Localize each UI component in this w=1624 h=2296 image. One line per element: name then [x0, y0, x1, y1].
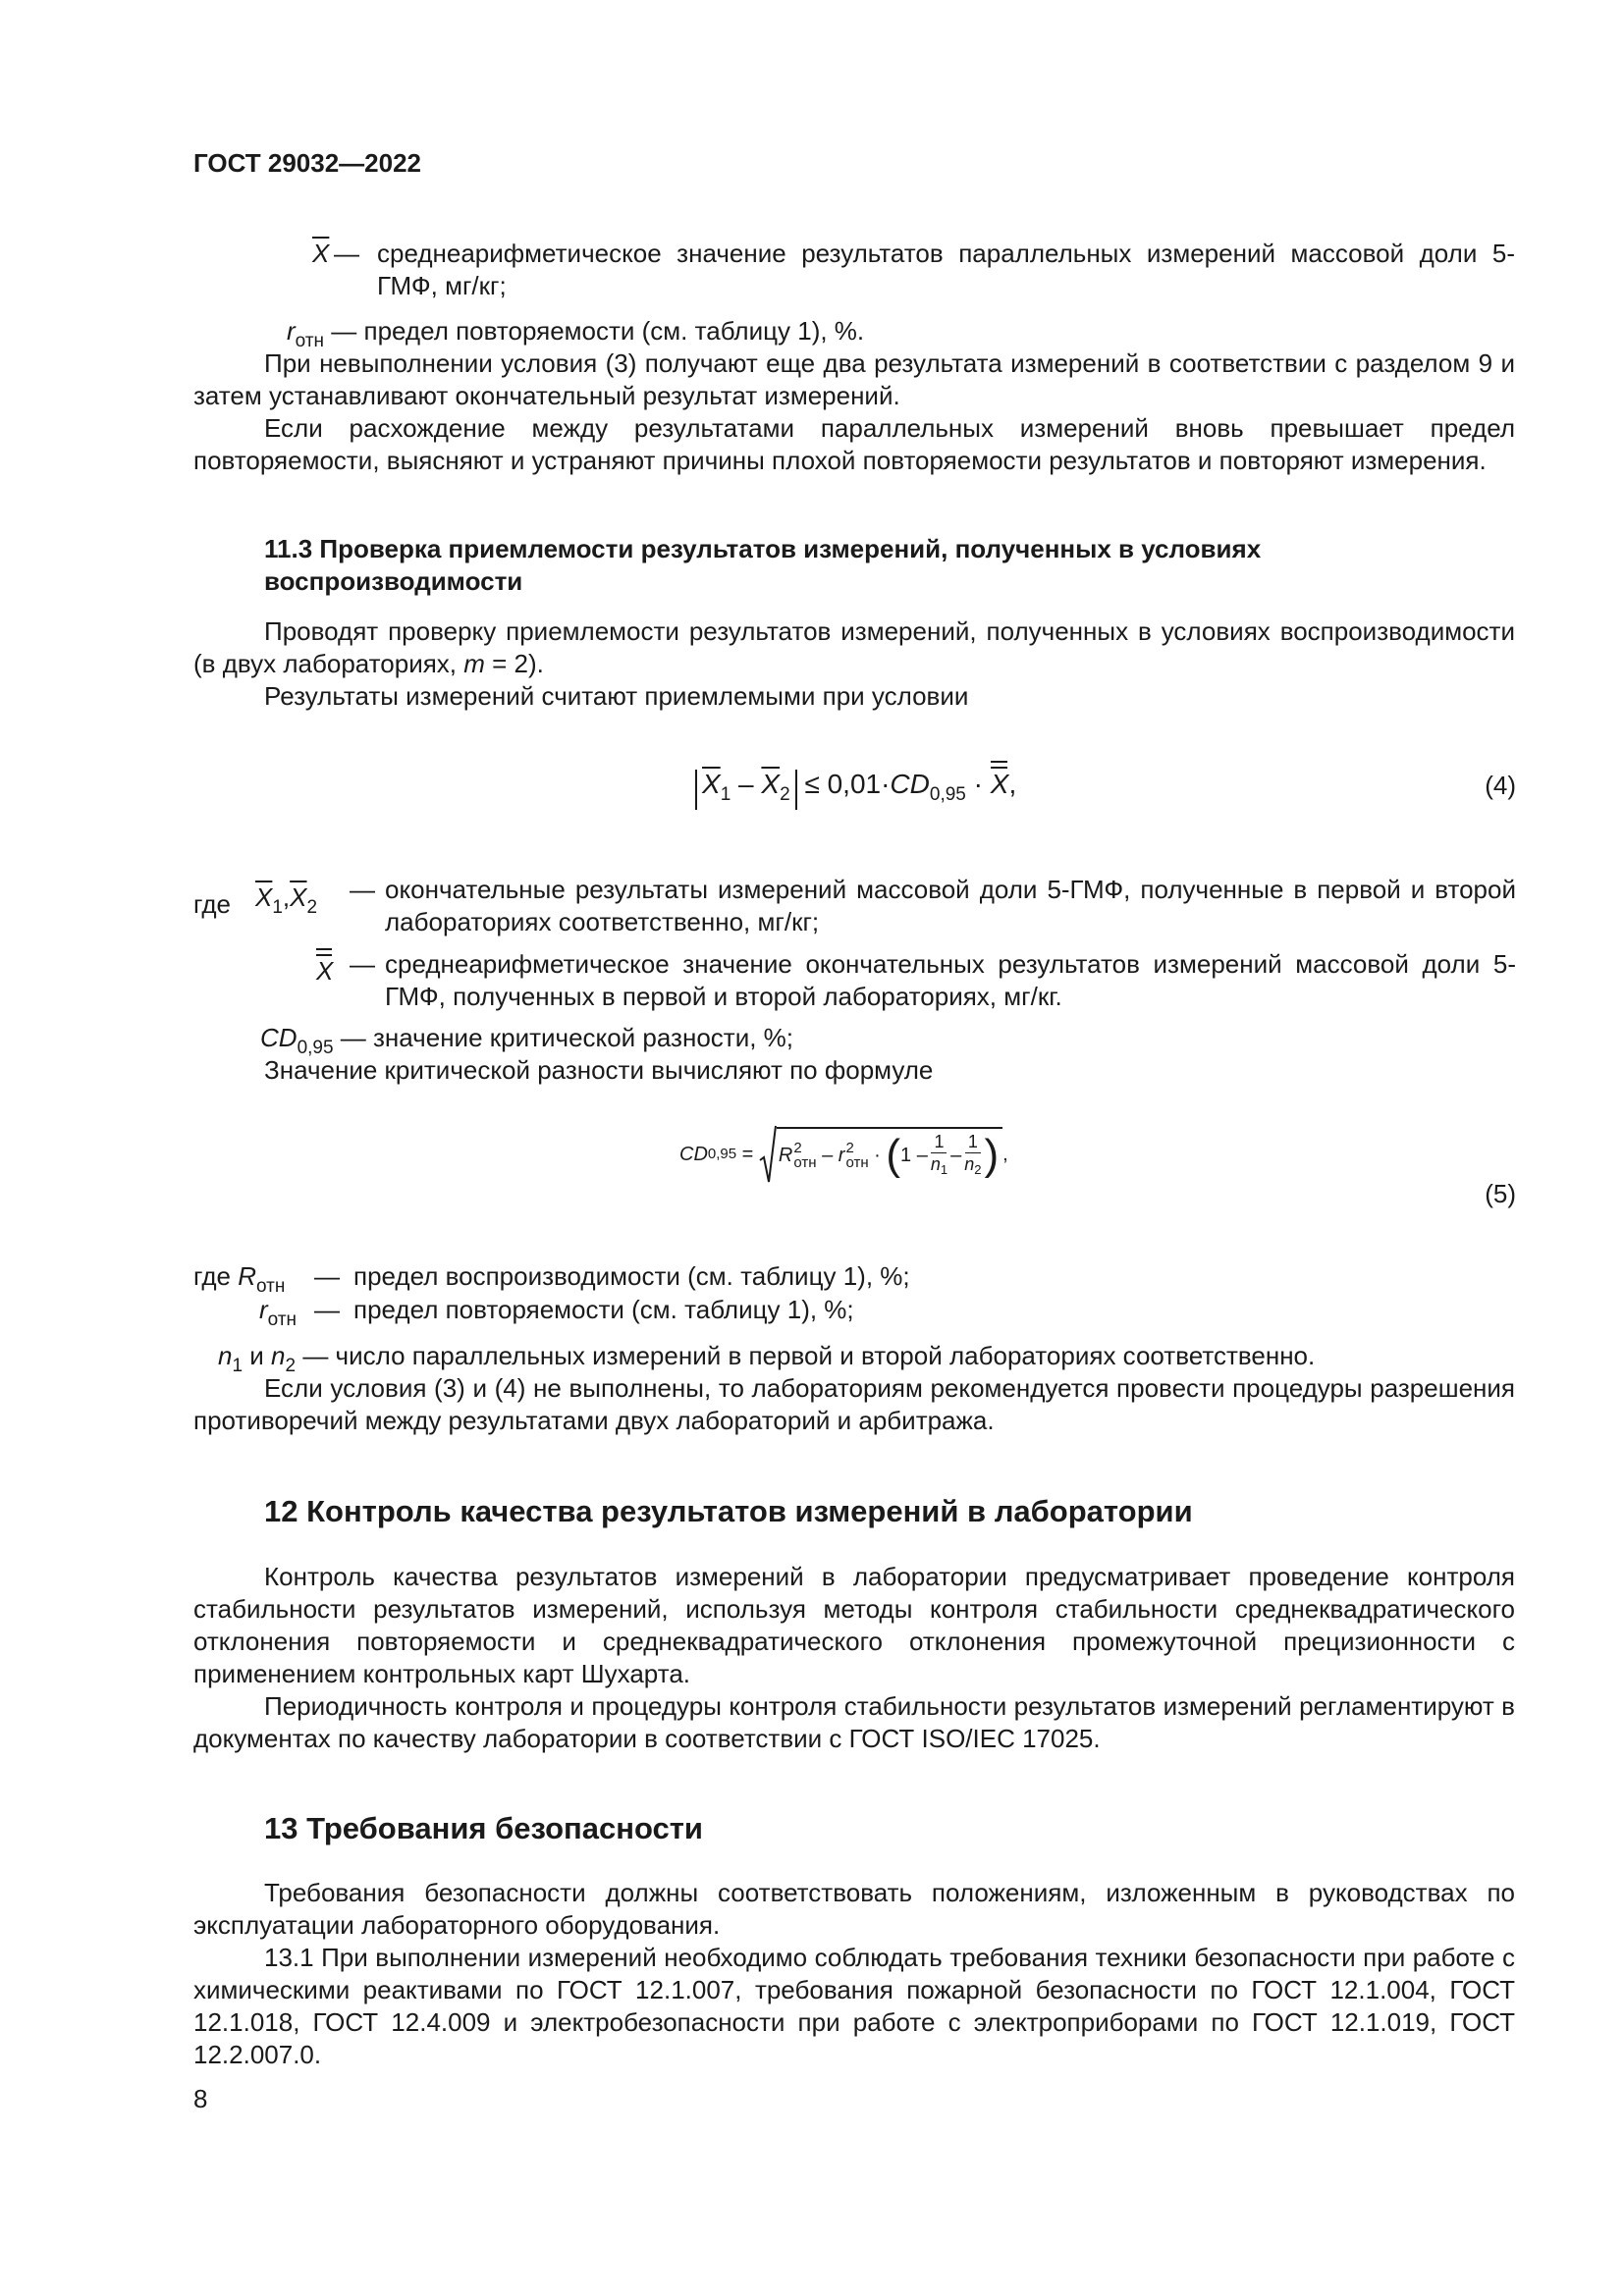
def-x12-text: окончательные результаты измерений массовой доли 5-ГМФ, полученные в первой и второй лабораториях соответственно, мг/кг;	[385, 875, 1516, 936]
def-R-dash: —	[314, 1261, 340, 1291]
def-r2-text: предел повторяемости (см. таблицу 1), %;	[353, 1295, 854, 1324]
f5-frac-2	[964, 1131, 981, 1181]
f4-le: ≤ 0,01·	[804, 769, 891, 799]
f4-x1: $\overline{X}$	[702, 769, 721, 799]
def-r2-sub: отн	[267, 1309, 298, 1330]
equation-number-4: (4)	[1485, 771, 1516, 800]
def-R-text: предел воспроизводимости (см. таблицу 1), %;	[353, 1261, 910, 1291]
section-11-3-paragraph-4: Если условия (3) и (4) не выполнены, то лабораториям рекомендуется провести процедуры разрешения противоречий между результатами двух лабораторий и арбитража.	[193, 1373, 1515, 1435]
def-r2	[259, 1294, 297, 1336]
f5-f2-den-sub: 2	[974, 1161, 982, 1177]
f4-cd-sub: 0,95	[929, 784, 966, 805]
f4-comma: ,	[1008, 769, 1017, 799]
def-rotn-sub: отн	[295, 331, 325, 351]
p1-end: = 2).	[484, 649, 544, 678]
f5-sqrt	[759, 1125, 1002, 1184]
x1-sub: 1	[272, 897, 283, 918]
def-r2-dash: —	[314, 1295, 340, 1324]
f5-paren-close: )	[984, 1131, 1000, 1179]
def-x12-symbol	[255, 881, 317, 924]
section-12-heading: 12 Контроль качества результатов измерений в лаборатории	[264, 1494, 1193, 1528]
f5-one: 1 –	[900, 1145, 928, 1166]
f5-comma: ,	[1002, 1144, 1008, 1165]
f5-f1-num: 1	[931, 1131, 947, 1153]
section-11-3-paragraph-1	[193, 615, 1515, 680]
p1-m: m	[463, 649, 485, 678]
f5-R: R	[778, 1145, 793, 1166]
f5-f1-den: n	[930, 1153, 941, 1174]
formula-4	[695, 768, 1016, 811]
def-rotn-dash: —	[331, 316, 357, 346]
xx-sym: X	[316, 956, 334, 986]
paragraph-repeatability-exceeded: Если расхождение между результатами параллельных измерений вновь превышает предел повторяемости, выясняют и устраняют причины плохой повторяемости результатов и повторяют измерения.	[193, 413, 1515, 475]
def-xx-symbol	[316, 955, 333, 988]
def-n-and: и	[243, 1341, 272, 1370]
section-13-paragraph-2: 13.1 При выполнении измерений необходимо соблюдать требования техники безопасности при работе с химическими реактивами по ГОСТ 12.1.007, требования пожарной безопасности по ГОСТ 12.1.004, ГОСТ 12.1.018, ГОСТ 12.4.009 и электробезопасности при работе с электроприборами по ГОСТ 12.1.019, ГОСТ 12.2.007.0.	[193, 1943, 1515, 2069]
page-number: 8	[193, 2084, 208, 2113]
f5-cd-sub: 0,95	[707, 1146, 737, 1162]
f5-frac-1	[931, 1131, 947, 1181]
p1-start: Проводят проверку приемлемости результатов измерений, полученных в условиях воспроизводимости (в двух лабораториях,	[193, 616, 1515, 678]
section-12-paragraph-1: Контроль качества результатов измерений в лаборатории предусматривает проведение контроля стабильности результатов измерений, используя методы контроля стабильности среднеквадратического отклонения повторяемости и среднеквадратического отклонения промежуточной прецизионности с применением контрольных карт Шухарта.	[193, 1562, 1515, 1688]
x2-sub: 2	[306, 897, 318, 918]
def-n1-sub: 1	[232, 1356, 244, 1376]
formula-5	[679, 1125, 1008, 1184]
def-xx-text: среднеарифметическое значение окончательных результатов измерений массовой доли 5-ГМФ, полученных в первой и второй лабораториях, мг/кг.	[385, 949, 1516, 1011]
section-11-3-paragraph-2: Результаты измерений считают приемлемыми при условии	[264, 681, 969, 711]
section-11-3-paragraph-3: Значение критической разности вычисляют по формуле	[264, 1055, 934, 1085]
f5-cd: CD	[679, 1144, 708, 1165]
cd-sym: CD	[260, 1023, 298, 1052]
def-n1: n	[218, 1341, 233, 1370]
section-12-paragraph-2: Периодичность контроля и процедуры контроля стабильности результатов измерений регламентируют в документах по качеству лаборатории в соответствии с ГОСТ ISO/IEC 17025.	[193, 1691, 1515, 1753]
f5-dot: ·	[868, 1145, 887, 1166]
def-x12-dash: —	[350, 875, 375, 904]
f5-r-sub: отн	[845, 1154, 869, 1171]
def-xbar-text: среднеарифметическое значение результатов параллельных измерений массовой доли 5-ГМФ, мг/кг;	[377, 239, 1515, 300]
cd-text: значение критической разности, %;	[373, 1023, 794, 1052]
f5-minus: –	[816, 1145, 839, 1166]
paragraph-repeat-measurements: При невыполнении условия (3) получают еще два результата измерений в соответствии с разделом 9 и затем устанавливают окончательный результат измерений.	[193, 348, 1515, 410]
equation-number-5: (5)	[1485, 1179, 1516, 1208]
f5-r-sup: 2	[845, 1140, 854, 1156]
f5-radicand	[777, 1127, 1002, 1183]
def-R-where: где	[193, 1261, 231, 1291]
where-label: где	[193, 889, 231, 919]
def-n-dash: —	[302, 1341, 329, 1370]
f5-f2-num: 1	[965, 1131, 981, 1153]
f4-x2-sub: 2	[780, 784, 790, 805]
cd-sub: 0,95	[297, 1038, 334, 1058]
section-13-heading: 13 Требования безопасности	[264, 1811, 703, 1845]
def-xbar-dash: —	[334, 239, 359, 268]
section-11-3-heading: 11.3 Проверка приемлемости результатов измерений, полученных в условиях воспроизводимости	[264, 534, 1262, 596]
x1-sym: $\overline{X}$	[255, 882, 273, 912]
def-n2: n	[271, 1341, 286, 1370]
def-r2-sym: r	[259, 1295, 268, 1324]
section-13-paragraph-1: Требования безопасности должны соответствовать положениям, изложенным в руководствах по эксплуатации лабораторного оборудования.	[193, 1878, 1515, 1940]
formula-4-abs	[695, 770, 797, 810]
def-xx-dash: —	[350, 949, 375, 979]
def-xbar-symbol: $\overline{X}$	[312, 239, 330, 268]
f4-x2: $\overline{X}$	[761, 769, 781, 799]
document-header: ГОСТ 29032—2022	[193, 148, 421, 178]
f4-x1-sub: 1	[720, 784, 731, 805]
f5-eq: =	[736, 1144, 759, 1165]
def-rotn-symbol: r	[287, 316, 296, 346]
x12-comma: ,	[282, 882, 291, 912]
def-R-sub: отн	[255, 1276, 286, 1297]
f4-xx: X	[990, 769, 1009, 799]
f5-R-sub: отн	[793, 1154, 817, 1171]
f5-R-sup: 2	[793, 1140, 802, 1156]
f4-cd: CD	[890, 769, 930, 799]
def-n2-sub: 2	[285, 1356, 297, 1376]
def-n-text: число параллельных измерений в первой и второй лабораториях соответственно.	[335, 1341, 1316, 1370]
f4-dot: ·	[965, 769, 991, 799]
def-R-sym: R	[238, 1261, 256, 1291]
f4-minus: –	[738, 769, 754, 799]
f5-r: r	[838, 1145, 845, 1166]
x2-sym: $\overline{X}$	[290, 882, 307, 912]
def-xbar	[312, 238, 1515, 302]
f5-f1-den-sub: 1	[940, 1161, 948, 1177]
sqrt-icon	[759, 1125, 777, 1184]
def-rotn-text: предел повторяемости (см. таблицу 1), %.	[363, 316, 865, 346]
f5-f2-den: n	[964, 1153, 975, 1174]
f5-minus2: –	[950, 1145, 962, 1166]
cd-dash: —	[340, 1023, 366, 1052]
f5-paren-open: (	[886, 1131, 901, 1179]
